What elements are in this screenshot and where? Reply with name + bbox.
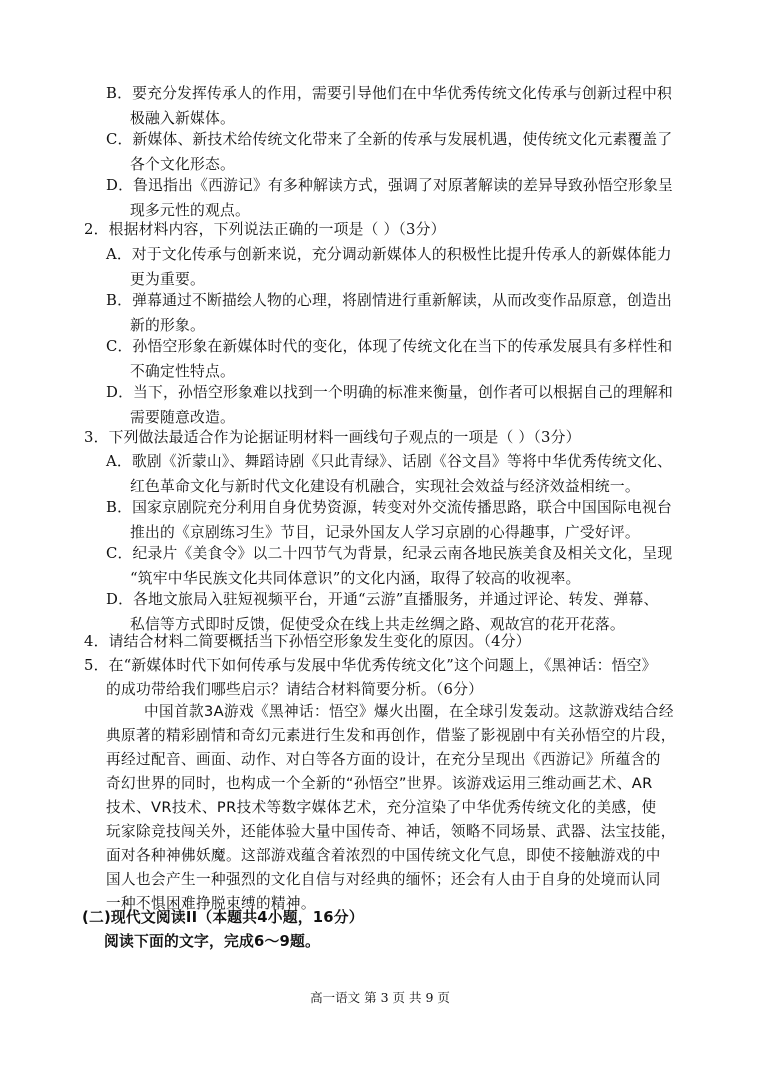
- passage-line: 技术、VR技术、PR技术等数字媒体艺术，充分渲染了中华优秀传统文化的美感，使: [106, 799, 657, 816]
- q2-option-c-line2: 不确定性特点。: [130, 363, 235, 380]
- q5-stem-line2: 的成功带给我们哪些启示？请结合材料简要分析。（6分）: [106, 681, 484, 698]
- passage-line: 奇幻世界的同时，也构成一个全新的“孙悟空”世界。该游戏运用三维动画艺术、AR: [106, 775, 653, 792]
- q2-option-b-line1: B．弹幕通过不断描绘人物的心理，将剧情进行重新解读，从而改变作品原意，创造出: [106, 292, 672, 309]
- passage-line: 一种不惧困难挣脱束缚的精神。: [106, 895, 316, 912]
- q3-option-d-line2: 私信等方式即时反馈，促使受众在线上共走丝绸之路、观故宫的花开花落。: [130, 616, 625, 633]
- q3-option-b-line1: B．国家京剧院充分利用自身优势资源，转变对外交流传播思路，联合中国国际电视台: [106, 499, 672, 516]
- passage-line: 中国首款3A游戏《黑神话：悟空》爆火出圈，在全球引发轰动。这款游戏结合经: [144, 703, 674, 720]
- q3-option-a-line2: 红色革命文化与新时代文化建设有机融合，实现社会效益与经济效益相统一。: [130, 478, 640, 495]
- q3-option-b-line2: 推出的《京剧练习生》节目，记录外国友人学习京剧的心得趣事，广受好评。: [130, 524, 640, 541]
- q1-option-b-line1: B．要充分发挥传承人的作用，需要引导他们在中华优秀传统文化传承与创新过程中积: [106, 85, 672, 102]
- q2-option-d-line1: D．当下，孙悟空形象难以找到一个明确的标准来衡量，创作者可以根据自己的理解和: [106, 384, 673, 401]
- q4-stem: 4．请结合材料二简要概括当下孙悟空形象发生变化的原因。（4分）: [84, 633, 531, 650]
- q3-option-d-line1: D．各地文旅局入驻短视频平台，开通“云游”直播服务，并通过评论、转发、弹幕、: [106, 591, 659, 608]
- q5-stem-line1: 5．在“新媒体时代下如何传承与发展中华优秀传统文化”这个问题上，《黑神话：悟空》: [84, 657, 657, 674]
- q1-option-c-line2: 各个文化形态。: [130, 156, 235, 173]
- q3-option-c-line2: “筑牢中华民族文化共同体意识”的文化内涵，取得了较高的收视率。: [130, 570, 581, 587]
- q2-option-c-line1: C．孙悟空形象在新媒体时代的变化，体现了传统文化在当下的传承发展具有多样性和: [106, 338, 673, 355]
- passage-line: 国人也会产生一种强烈的文化自信与对经典的缅怀；还会有人由于自身的处境而认同: [106, 871, 661, 888]
- q3-option-a-line1: A．歌剧《沂蒙山》、舞蹈诗剧《只此青绿》、话剧《谷文昌》等将中华优秀传统文化、: [106, 453, 672, 470]
- q2-stem: 2．根据材料内容，下列说法正确的一项是（ ）（3分）: [84, 221, 446, 238]
- section-instruction: 阅读下面的文字，完成6～9题。: [104, 933, 320, 950]
- q2-option-b-line2: 新的形象。: [130, 317, 205, 334]
- section-heading: (二)现代文阅读II（本题共4小题，16分）: [82, 909, 364, 926]
- q2-option-a-line1: A．对于文化传承与创新来说，充分调动新媒体人的积极性比提升传承人的新媒体能力: [106, 246, 672, 263]
- q2-option-d-line2: 需要随意改造。: [130, 409, 235, 426]
- passage-line: 玩家除竞技闯关外，还能体验大量中国传奇、神话，领略不同场景、武器、法宝技能，: [106, 823, 676, 840]
- q1-option-c-line1: C．新媒体、新技术给传统文化带来了全新的传承与发展机遇，使传统文化元素覆盖了: [106, 131, 673, 148]
- q2-option-a-line2: 更为重要。: [130, 271, 205, 288]
- q1-option-d-line2: 现多元性的观点。: [130, 202, 250, 219]
- passage-line: 面对各种神佛妖魔。这部游戏蕴含着浓烈的中国传统文化气息，即使不接触游戏的中: [106, 847, 661, 864]
- page-footer: 高一语文 第 3 页 共 9 页: [310, 990, 450, 1005]
- q3-option-c-line1: C．纪录片《美食令》以二十四节气为背景，纪录云南各地民族美食及相关文化，呈现: [106, 545, 673, 562]
- passage-line: 再经过配音、画面、动作、对白等各方面的设计，在充分呈现出《西游记》所蕴含的: [106, 751, 661, 768]
- q1-option-b-line2: 极融入新媒体。: [130, 110, 235, 127]
- q1-option-d-line1: D．鲁迅指出《西游记》有多种解读方式，强调了对原著解读的差异导致孙悟空形象呈: [106, 177, 673, 194]
- q3-stem: 3．下列做法最适合作为论据证明材料一画线句子观点的一项是（ ）（3分）: [84, 429, 581, 446]
- passage-line: 典原著的精彩剧情和奇幻元素进行生发和再创作，借鉴了影视剧中有关孙悟空的片段，: [106, 727, 676, 744]
